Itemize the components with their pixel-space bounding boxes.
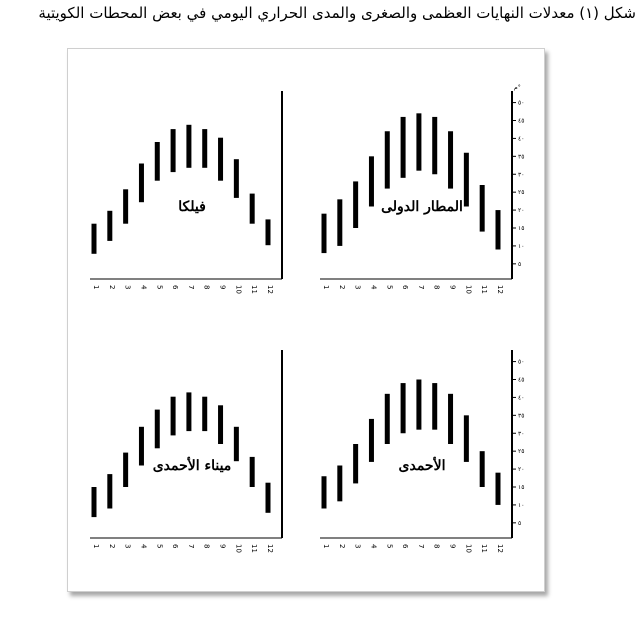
- x-tick-label: 8: [202, 285, 211, 290]
- x-tick-label: 2: [107, 544, 116, 549]
- x-tick-label: 10: [464, 285, 473, 294]
- range-bar: [496, 210, 501, 249]
- range-bar: [123, 453, 128, 487]
- x-tick-label: 2: [337, 285, 346, 290]
- range-bar: [353, 444, 358, 483]
- y-axis-unit: م°: [514, 84, 521, 91]
- range-bar: [186, 125, 191, 168]
- range-bar: [250, 457, 255, 487]
- x-tick-label: 9: [218, 285, 227, 290]
- y-tick-label: ٤٠: [518, 394, 525, 402]
- x-tick-label: 7: [186, 544, 195, 549]
- x-tick-label: 10: [464, 544, 473, 553]
- range-bar: [250, 194, 255, 224]
- x-tick-label: 1: [92, 544, 100, 549]
- x-tick-label: 5: [155, 285, 164, 290]
- range-bar: [401, 117, 406, 178]
- y-tick-label: ٤٥: [518, 117, 525, 125]
- range-bar: [385, 394, 390, 444]
- range-bar: [322, 214, 327, 253]
- range-bar: [464, 415, 469, 462]
- y-tick-label: ٢٥: [518, 189, 525, 197]
- x-tick-label: 3: [123, 544, 132, 549]
- range-bar: [123, 189, 128, 223]
- y-tick-label: ١٥: [518, 484, 525, 491]
- range-bar: [448, 394, 453, 444]
- x-tick-label: 9: [218, 544, 227, 549]
- x-tick-label: 4: [139, 285, 148, 290]
- range-bar: [139, 164, 144, 203]
- range-bar: [171, 129, 176, 172]
- x-tick-label: 4: [369, 544, 378, 549]
- x-tick-label: 6: [401, 285, 410, 290]
- range-bar: [266, 219, 271, 245]
- range-bar: [186, 392, 191, 431]
- x-tick-label: 1: [322, 285, 330, 290]
- x-tick-label: 7: [416, 544, 425, 549]
- x-tick-label: 9: [448, 544, 457, 549]
- y-tick-label: ٤٠: [518, 135, 525, 143]
- x-tick-label: 5: [155, 544, 164, 549]
- x-tick-label: 1: [322, 544, 330, 549]
- y-tick-label: ٤٥: [518, 376, 525, 384]
- x-tick-label: 11: [250, 285, 259, 294]
- chart-top-left: [80, 81, 292, 319]
- y-tick-label: ٣٠: [518, 430, 525, 438]
- x-tick-label: 3: [353, 544, 362, 549]
- x-tick-label: 6: [171, 544, 180, 549]
- range-bar: [202, 397, 207, 431]
- y-tick-label: ٥٠: [518, 99, 525, 107]
- x-tick-label: 11: [250, 544, 259, 553]
- range-bar: [322, 476, 327, 508]
- x-tick-label: 12: [496, 285, 504, 294]
- range-bar: [266, 483, 271, 513]
- range-bar: [202, 129, 207, 168]
- x-tick-label: 7: [416, 285, 425, 290]
- y-tick-label: ١٠: [518, 242, 525, 250]
- range-bar: [496, 473, 501, 505]
- x-tick-label: 8: [432, 285, 441, 290]
- y-tick-label: ٣٥: [518, 153, 525, 161]
- range-bar: [464, 153, 469, 207]
- range-bar: [234, 159, 239, 198]
- chart-bottom-left: [80, 340, 292, 578]
- station-label: ميناء الأحمدى: [152, 458, 232, 474]
- range-bar: [107, 211, 112, 241]
- chart-bottom-right: [310, 340, 525, 578]
- range-bar: [171, 397, 176, 436]
- x-tick-label: 10: [234, 544, 243, 553]
- station-label: فيلكا: [178, 199, 206, 215]
- x-tick-label: 7: [186, 285, 195, 290]
- range-bar: [155, 142, 160, 181]
- range-bar: [92, 224, 97, 254]
- x-tick-label: 4: [369, 285, 378, 290]
- range-bar: [448, 131, 453, 188]
- figure-caption: شكل (١) معدلات النهايات العظمى والصغرى والمدى الحراري اليومي في بعض المحطات الكويتية: [38, 4, 636, 22]
- x-tick-label: 12: [496, 544, 504, 553]
- range-bar: [218, 405, 223, 444]
- range-bar: [139, 427, 144, 466]
- range-bar: [432, 117, 437, 174]
- x-tick-label: 5: [385, 544, 394, 549]
- x-tick-label: 12: [266, 544, 274, 553]
- range-bar: [234, 427, 239, 461]
- range-bar: [337, 199, 342, 246]
- station-label: الأحمدى: [398, 458, 446, 474]
- range-bar: [155, 410, 160, 449]
- x-tick-label: 9: [448, 285, 457, 290]
- range-bar: [337, 466, 342, 502]
- y-tick-label: ٣٥: [518, 412, 525, 420]
- chart-top-right: [310, 81, 525, 319]
- range-bar: [369, 419, 374, 462]
- x-tick-label: 3: [123, 285, 132, 290]
- x-tick-label: 6: [171, 285, 180, 290]
- range-bar: [92, 487, 97, 517]
- range-bar: [480, 185, 485, 232]
- range-bar: [353, 181, 358, 228]
- range-bar: [369, 156, 374, 206]
- range-bar: [480, 451, 485, 487]
- x-tick-label: 5: [385, 285, 394, 290]
- range-bar: [107, 474, 112, 508]
- range-bar: [218, 138, 223, 181]
- y-tick-label: ٢٠: [518, 466, 525, 474]
- x-tick-label: 11: [480, 544, 489, 553]
- x-tick-label: 3: [353, 285, 362, 290]
- y-tick-label: ٢٥: [518, 448, 525, 456]
- y-tick-label: ٣٠: [518, 171, 525, 179]
- y-tick-label: ١٥: [518, 225, 525, 232]
- figure-frame: [67, 48, 545, 592]
- y-tick-label: ٥: [518, 260, 522, 268]
- x-tick-label: 1: [92, 285, 100, 290]
- y-tick-label: ٢٠: [518, 207, 525, 215]
- y-tick-label: ٥٠: [518, 358, 525, 366]
- y-tick-label: ٥: [518, 519, 522, 527]
- x-tick-label: 10: [234, 285, 243, 294]
- x-tick-label: 8: [202, 544, 211, 549]
- x-tick-label: 2: [337, 544, 346, 549]
- range-bar: [385, 131, 390, 188]
- range-bar: [416, 113, 421, 170]
- range-bar: [432, 383, 437, 430]
- x-tick-label: 12: [266, 285, 274, 294]
- y-tick-label: ١٠: [518, 501, 525, 509]
- x-tick-label: 6: [401, 544, 410, 549]
- x-tick-label: 2: [107, 285, 116, 290]
- range-bar: [401, 383, 406, 433]
- x-tick-label: 11: [480, 285, 489, 294]
- station-label: المطار الدولى: [381, 199, 463, 215]
- range-bar: [416, 380, 421, 430]
- x-tick-label: 8: [432, 544, 441, 549]
- x-tick-label: 4: [139, 544, 148, 549]
